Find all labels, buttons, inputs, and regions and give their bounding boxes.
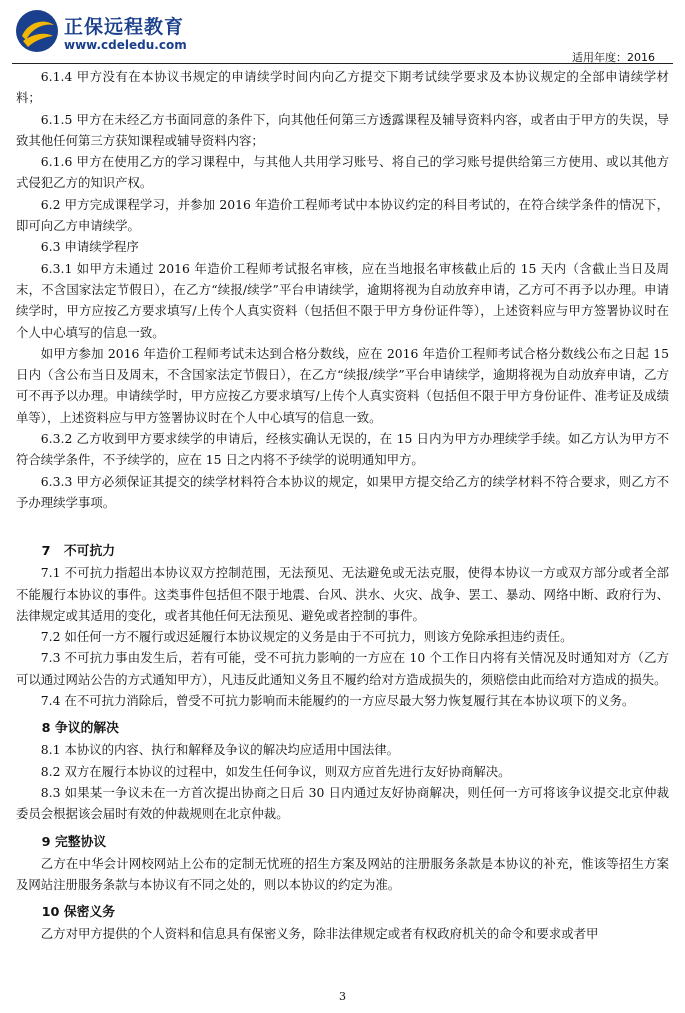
clause-9: 乙方在中华会计网校网站上公布的定制无忧班的招生方案及网站的注册服务条款是本协议的补充，惟该等招生方案及网站注册服务条款与本协议有不同之处的，则以本协议的约定为准。 — [16, 855, 669, 892]
brand-url: www.cdeledu.com — [64, 38, 187, 52]
section-title: 不可抗力 — [63, 544, 116, 560]
page-header — [0, 0, 685, 64]
clause-6-3-3: 6.3.3 甲方必须保证其提交的续学材料符合本协议的规定，如果甲方提交给乙方的续学材料不符合要求，则乙方不予办理续学事项。 — [16, 473, 669, 510]
clause-6-1-4: 6.1.4 甲方没有在本协议书规定的申请续学时间内向乙方提交下期考试续学要求及本协议规定的全部申请续学材料； — [16, 69, 669, 106]
section-heading-8 — [16, 711, 669, 739]
clause-7-3: 7.3 不可抗力事由发生后，若有可能，受不可抗力影响的一方应在 10 个工作日内将有关情况及时通知对方（乙方可以通过网站公告的方式通知甲方），凡违反此通知义务且不履约给对方造成损失的，须赔偿由此而给对方造成的损失。 — [16, 650, 669, 687]
section-title: 完整协议 — [54, 834, 107, 850]
clause-7-4: 7.4 在不可抗力消除后，曾受不可抗力影响而未能履约的一方应尽最大努力恢复履行其在本协议项下的义务。 — [40, 693, 635, 709]
section-spacer — [16, 513, 669, 534]
section-number: 10 — [41, 905, 60, 921]
section-title: 争议的解决 — [54, 721, 119, 737]
applicable-year: 适用年度：2016 — [572, 51, 655, 64]
clause-10: 乙方对甲方提供的个人资料和信息具有保密义务，除非法律规定或者有权政府机关的命令和要求或者甲 — [40, 926, 599, 942]
clause-6-3: 6.3 申请续学程序 — [40, 239, 139, 255]
clause-6-3-1-continued: 如甲方参加 2016 年造价工程师考试未达到合格分数线，应在 2016 年造价工程师考试合格分数线公布之日起 15 日内（含公布当日及周末，不含国家法定节假日），在乙方“续报/续学”平台申请续学，逾期将视为自动放弃申请，乙方可不再予以办理。申请续学时，甲方应按乙方要求填写/上传个人真实资料（包括但不限于甲方身份证件、准考证及成绩单等），上述资料应与甲方签署协议时在个人中心填写的信息一致。 — [16, 345, 669, 425]
cdeledu-logo-icon — [14, 8, 60, 54]
section-title: 保密义务 — [63, 905, 116, 921]
section-number: 9 — [41, 834, 51, 850]
clause-6-3-2: 6.3.2 乙方收到甲方要求续学的申请后，经核实确认无误的，在 15 日内为甲方办理续学手续。如乙方认为甲方不符合续学条件，不予续学的，应在 15 日之内将不予续学的说明通知甲方。 — [16, 431, 669, 468]
document-body — [16, 66, 669, 944]
clause-7-2: 7.2 如任何一方不履行或迟延履行本协议规定的义务是由于不可抗力，则该方免除承担违约责任。 — [40, 629, 573, 645]
clause-6-2: 6.2 甲方完成课程学习，并参加 2016 年造价工程师考试中本协议约定的科目考试的，在符合续学条件的情况下，即可向乙方申请续学。 — [16, 196, 669, 234]
section-heading-10 — [16, 895, 669, 923]
section-number: 7 — [41, 544, 51, 560]
section-number: 8 — [41, 721, 51, 737]
clause-8-3: 8.3 如果某一争议未在一方首次提出协商之日后 30 日内通过友好协商解决，则任何一方可将该争议提交北京仲裁委员会根据该会届时有效的仲裁规则在北京仲裁。 — [16, 784, 669, 822]
brand-name: 正保远程教育 — [64, 16, 185, 38]
page-number: 3 — [339, 990, 346, 1003]
clause-8-2: 8.2 双方在履行本协议的过程中，如发生任何争议，则双方应首先进行友好协商解决。 — [40, 763, 511, 779]
section-heading-7 — [16, 534, 669, 562]
clause-6-1-6: 6.1.6 甲方在使用乙方的学习课程中，与其他人共用学习账号、将自己的学习账号提供给第三方使用、或以其他方式侵犯乙方的知识产权。 — [16, 154, 669, 191]
clause-6-1-5: 6.1.5 甲方在未经乙方书面同意的条件下，向其他任何第三方透露课程及辅导资料内容，或者由于甲方的失误，导致其他任何第三方获知课程或辅导资料内容； — [16, 111, 669, 148]
clause-6-3-1: 6.3.1 如甲方未通过 2016 年造价工程师考试报名审核，应在当地报名审核截止后的 15 天内（含截止当日及周末，不含国家法定节假日），在乙方“续报/续学”平台申请续学，逾期将视为自动放弃申请，乙方可不再予以办理。申请续学时，甲方应按乙方要求填写/上传个人真实资料（包括但不限于甲方身份证件等），上述资料应与甲方签署协议时在个人中心填写的信息一致。 — [16, 260, 669, 340]
section-heading-9 — [16, 825, 669, 853]
clause-8-1: 8.1 本协议的内容、执行和解释及争议的解决均应适用中国法律。 — [40, 742, 399, 758]
header-rule — [12, 63, 673, 64]
clause-7-1: 7.1 不可抗力指超出本协议双方控制范围，无法预见、无法避免或无法克服，使得本协议一方或双方部分或者全部不能履行本协议的事件。这类事件包括但不限于地震、台风、洪水、火灾、战争、罢工、暴动、网络中断、政府行为、法律规定或其适用的变化，或者其他任何无法预见、避免或者控制的事件。 — [16, 565, 669, 623]
